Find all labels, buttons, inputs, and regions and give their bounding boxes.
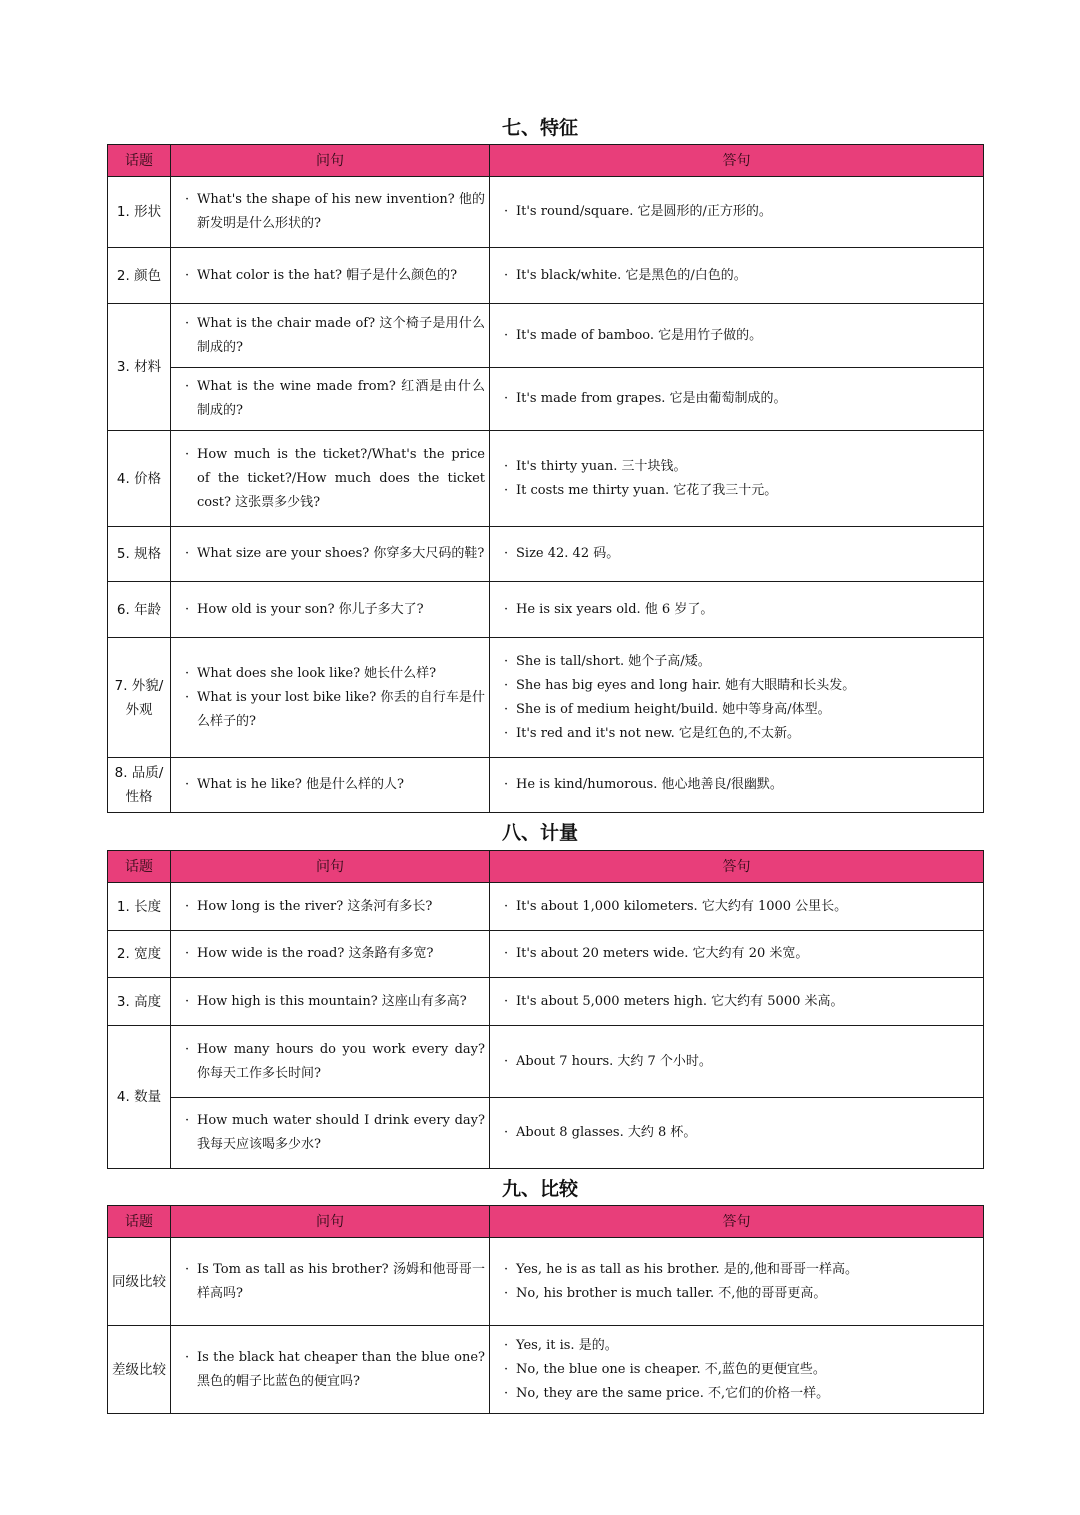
table-row bbox=[108, 177, 984, 248]
question-cell: · How high is this mountain? 这座山有多高? bbox=[171, 978, 490, 1026]
header-topic: 话题 bbox=[108, 145, 171, 177]
answer-cell: · It's round/square. 它是圆形的/正方形的。 bbox=[490, 177, 984, 248]
question-cell: · Is Tom as tall as his brother? 汤姆和他哥哥一样高吗? bbox=[171, 1238, 490, 1326]
topic-cell: 4. 价格 bbox=[108, 431, 171, 527]
question-cell: · What does she look like? 她长什么样? · What is your lost bike like? 你丢的自行车是什么样子的? bbox=[171, 638, 490, 758]
topic-cell: 8. 品质/性格 bbox=[108, 758, 171, 813]
answer-cell: · He is six years old. 他 6 岁了。 bbox=[490, 582, 984, 638]
table-row bbox=[108, 978, 984, 1026]
question-cell: · How much water should I drink every day? 我每天应该喝多少水? bbox=[171, 1098, 490, 1169]
answer-cell: · It's about 1,000 kilometers. 它大约有 1000 公里长。 bbox=[490, 883, 984, 931]
table-row bbox=[108, 304, 984, 368]
answer-cell: · Yes, he is as tall as his brother. 是的,他和哥哥一样高。 · No, his brother is much taller. 不,他的哥哥更高。 bbox=[490, 1238, 984, 1326]
header-question: 问句 bbox=[171, 145, 490, 177]
question-cell: · What is the wine made from? 红酒是由什么制成的? bbox=[171, 368, 490, 431]
comparison-table bbox=[107, 1205, 984, 1414]
question-cell: · What is he like? 他是什么样的人? bbox=[171, 758, 490, 813]
table-row bbox=[108, 368, 984, 431]
topic-cell: 2. 宽度 bbox=[108, 931, 171, 978]
header-answer: 答句 bbox=[490, 851, 984, 883]
topic-cell: 5. 规格 bbox=[108, 527, 171, 582]
section-title-comparison: 九、比较 bbox=[501, 1178, 578, 1200]
topic-cell: 差级比较 bbox=[108, 1326, 171, 1414]
topic-cell: 1. 长度 bbox=[108, 883, 171, 931]
answer-cell: · It's about 20 meters wide. 它大约有 20 米宽。 bbox=[490, 931, 984, 978]
table-row bbox=[108, 582, 984, 638]
answer-cell: · It's black/white. 它是黑色的/白色的。 bbox=[490, 248, 984, 304]
measurement-table bbox=[107, 850, 984, 1169]
question-cell: · What's the shape of his new invention? 他的新发明是什么形状的? bbox=[171, 177, 490, 248]
question-cell: · What size are your shoes? 你穿多大尺码的鞋? bbox=[171, 527, 490, 582]
topic-cell: 4. 数量 bbox=[108, 1026, 171, 1169]
table-row bbox=[108, 638, 984, 758]
table-row bbox=[108, 1238, 984, 1326]
section-title-features: 七、特征 bbox=[501, 117, 578, 139]
table-row bbox=[108, 758, 984, 813]
answer-cell: · It's about 5,000 meters high. 它大约有 5000 米高。 bbox=[490, 978, 984, 1026]
answer-cell: · It's thirty yuan. 三十块钱。 · It costs me thirty yuan. 它花了我三十元。 bbox=[490, 431, 984, 527]
header-topic: 话题 bbox=[108, 1206, 171, 1238]
header-topic: 话题 bbox=[108, 851, 171, 883]
topic-cell: 7. 外貌/外观 bbox=[108, 638, 171, 758]
features-table bbox=[107, 144, 984, 813]
table-row bbox=[108, 883, 984, 931]
question-cell: · How much is the ticket?/What's the price of the ticket?/How much does the ticket cost? 这张票多少钱? bbox=[171, 431, 490, 527]
section-title-measurement: 八、计量 bbox=[501, 822, 578, 844]
answer-cell: · Yes, it is. 是的。 · No, the blue one is cheaper. 不,蓝色的更便宜些。 · No, they are the same price. 不,它们的价格一样。 bbox=[490, 1326, 984, 1414]
topic-cell: 3. 高度 bbox=[108, 978, 171, 1026]
question-cell: · How many hours do you work every day? 你每天工作多长时间? bbox=[171, 1026, 490, 1098]
answer-cell: · About 8 glasses. 大约 8 杯。 bbox=[490, 1098, 984, 1169]
table-row bbox=[108, 1326, 984, 1414]
question-cell: · How long is the river? 这条河有多长? bbox=[171, 883, 490, 931]
topic-cell: 1. 形状 bbox=[108, 177, 171, 248]
table-row bbox=[108, 431, 984, 527]
topic-cell: 2. 颜色 bbox=[108, 248, 171, 304]
header-answer: 答句 bbox=[490, 145, 984, 177]
question-cell: · How wide is the road? 这条路有多宽? bbox=[171, 931, 490, 978]
table-row bbox=[108, 248, 984, 304]
question-cell: · Is the black hat cheaper than the blue one? 黑色的帽子比蓝色的便宜吗? bbox=[171, 1326, 490, 1414]
answer-cell: · It's made from grapes. 它是由葡萄制成的。 bbox=[490, 368, 984, 431]
question-cell: · How old is your son? 你儿子多大了? bbox=[171, 582, 490, 638]
table-row bbox=[108, 931, 984, 978]
answer-cell: · She is tall/short. 她个子高/矮。 · She has big eyes and long hair. 她有大眼睛和长头发。 · She is of medium height/build. 她中等身高/体型。 · It's red and it's not new. 它是红色的,不太新。 bbox=[490, 638, 984, 758]
topic-cell: 同级比较 bbox=[108, 1238, 171, 1326]
topic-cell: 3. 材料 bbox=[108, 304, 171, 431]
answer-cell: · About 7 hours. 大约 7 个小时。 bbox=[490, 1026, 984, 1098]
answer-cell: · It's made of bamboo. 它是用竹子做的。 bbox=[490, 304, 984, 368]
table-row bbox=[108, 527, 984, 582]
topic-cell: 6. 年龄 bbox=[108, 582, 171, 638]
header-answer: 答句 bbox=[490, 1206, 984, 1238]
answer-cell: · Size 42. 42 码。 bbox=[490, 527, 984, 582]
table-row bbox=[108, 1026, 984, 1098]
header-question: 问句 bbox=[171, 1206, 490, 1238]
header-question: 问句 bbox=[171, 851, 490, 883]
question-cell: · What is the chair made of? 这个椅子是用什么制成的? bbox=[171, 304, 490, 368]
table-row bbox=[108, 1098, 984, 1169]
answer-cell: · He is kind/humorous. 他心地善良/很幽默。 bbox=[490, 758, 984, 813]
question-cell: · What color is the hat? 帽子是什么颜色的? bbox=[171, 248, 490, 304]
